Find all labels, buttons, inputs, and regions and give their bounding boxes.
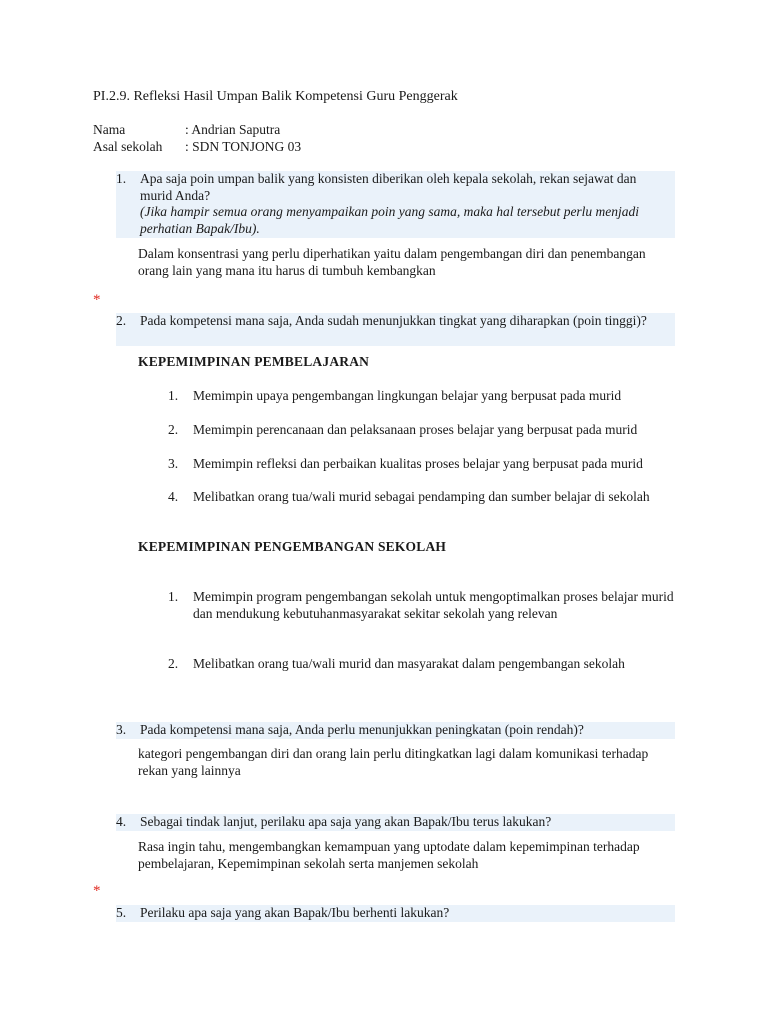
question-4 [116,814,675,831]
question-1-note: (Jika hampir semua orang menyampaikan poin yang sama, maka hal tersebut perlu menjadi perhatian Bapak/Ibu). [140,204,640,236]
question-5 [116,905,675,922]
list-item: 1. Memimpin upaya pengembangan lingkungan belajar yang berpusat pada murid [168,388,622,403]
list-item: 4. Melibatkan orang tua/wali murid sebagai pendamping dan sumber belajar di sekolah [168,489,650,504]
list-item: 2. Memimpin perencanaan dan pelaksanaan proses belajar yang berpusat pada murid [168,422,638,437]
question-2-number: 2. [116,313,127,328]
section-heading-pengembangan-sekolah: KEPEMIMPINAN PENGEMBANGAN SEKOLAH [138,539,447,554]
answer-1: Dalam konsentrasi yang perlu diperhatikan yaitu dalam pengembangan diri dan penembangan orang lain yang mana itu harus di tumbuh kembangkan [138,246,646,278]
question-4-number: 4. [116,814,127,829]
question-1-number: 1. [116,171,127,186]
question-2-text: Pada kompetensi mana saja, Anda sudah menunjukkan tingkat yang diharapkan (poin tinggi)? [140,313,647,328]
list-item: 2. Melibatkan orang tua/wali murid dan masyarakat dalam pengembangan sekolah [168,656,625,671]
list-item: 1. Memimpin program pengembangan sekolah untuk mengoptimalkan proses belajar murid dan mendukung kebutuhanmasyarakat sekitar sekolah yang relevan [168,589,674,621]
question-3-text: Pada kompetensi mana saja, Anda perlu menunjukkan peningkatan (poin rendah)? [140,722,584,737]
answer-4: Rasa ingin tahu, mengembangkan kemampuan yang uptodate dalam kepemimpinan terhadap pembelajaran, Kepemimpinan sekolah serta manjemen sekolah [138,839,640,871]
question-1-text: Apa saja poin umpan balik yang konsisten diberikan oleh kepala sekolah, rekan sejawat dan murid Anda? [140,171,637,203]
question-2 [116,313,675,346]
sekolah-label: Asal sekolah [93,139,163,154]
question-4-text: Sebagai tindak lanjut, perilaku apa saja yang akan Bapak/Ibu terus lakukan? [140,814,552,829]
document-title: PI.2.9. Refleksi Hasil Umpan Balik Kompetensi Guru Penggerak [93,89,458,104]
sekolah-value: : SDN TONJONG 03 [185,139,302,154]
star-marker-2: * [93,883,101,899]
section-heading-pembelajaran: KEPEMIMPINAN PEMBELAJARAN [138,354,370,369]
nama-value: : Andrian Saputra [185,122,281,137]
answer-3: kategori pengembangan diri dan orang lain perlu ditingkatkan lagi dalam komunikasi terhadap rekan yang lainnya [138,746,649,778]
star-marker-1: * [93,292,101,308]
info-row-nama [93,122,513,139]
question-1 [116,171,675,238]
list-item: 3. Memimpin refleksi dan perbaikan kualitas proses belajar yang berpusat pada murid [168,456,643,471]
question-5-number: 5. [116,905,127,920]
info-row-sekolah [93,139,513,156]
nama-label: Nama [93,122,126,137]
question-3-number: 3. [116,722,127,737]
question-3 [116,722,675,739]
question-5-text: Perilaku apa saja yang akan Bapak/Ibu berhenti lakukan? [140,905,450,920]
